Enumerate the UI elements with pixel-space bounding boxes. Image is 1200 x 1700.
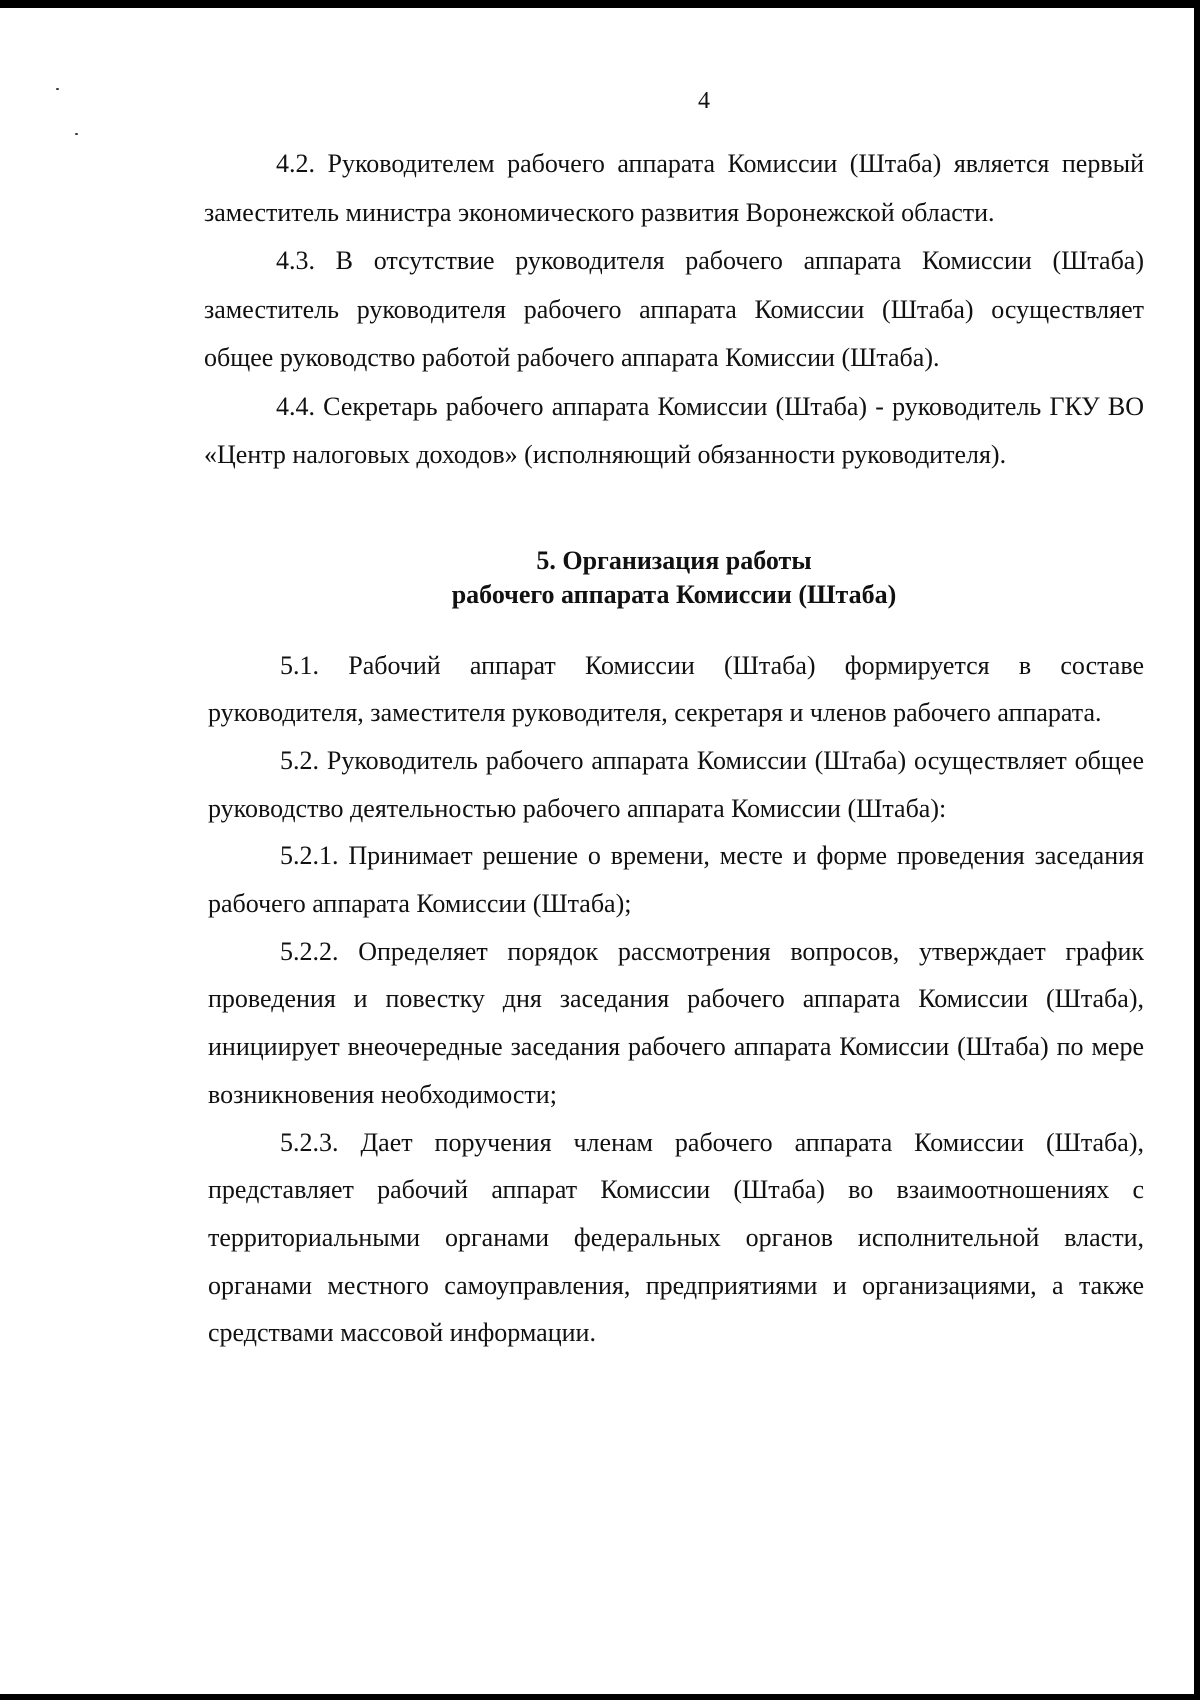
section-5-heading-line2: рабочего аппарата Комиссии (Штаба) [451,579,897,609]
paragraph-4-3: 4.3. В отсутствие руководителя рабочего аппарата Комиссии (Штаба) заместитель руководителя рабочего аппарата Комиссии (Штаба) осуществляет общее руководство работой рабочего аппарата Комиссии (Штаба). [204,246,1144,372]
paragraph-4-4: 4.4. Секретарь рабочего аппарата Комиссии (Штаба) - руководитель ГКУ ВО «Центр налоговых доходов» (исполняющий обязанности руководителя). [204,391,1144,469]
section-5-heading-line1: 5. Организация работы [536,545,812,575]
paragraph-5-2-2: 5.2.2. Определяет порядок рассмотрения вопросов, утверждает график проведения и повестку дня заседания рабочего аппарата Комиссии (Штаба), инициирует внеочередные заседания рабочего аппарата Комиссии (Штаба) по мере возникновения необходимости; [208,936,1144,1109]
paragraph-5-2-1: 5.2.1. Принимает решение о времени, месте и форме проведения заседания рабочего аппарата Комиссии (Штаба); [208,841,1144,919]
paragraph-5-2: 5.2. Руководитель рабочего аппарата Комиссии (Штаба) осуществляет общее руководство деятельностью рабочего аппарата Комиссии (Штаба): [208,745,1144,823]
paragraph-5-1: 5.1. Рабочий аппарат Комиссии (Штаба) формируется в составе руководителя, заместителя руководителя, секретаря и членов рабочего аппарата. [208,650,1144,728]
paragraph-5-2-3: 5.2.3. Дает поручения членам рабочего аппарата Комиссии (Штаба), представляет рабочий аппарат Комиссии (Штаба) во взаимоотношениях с территориальными органами федеральных органов исполнительной власти, органами местного самоуправления, предприятиями и организациями, а также средствами массовой информации. [208,1127,1144,1348]
section-5-heading [204,544,1144,612]
section-5 [208,642,1144,1358]
page-number: 4 [698,88,710,114]
section-4 [204,140,1144,480]
document-page [204,86,1144,1357]
scan-speck [75,133,78,135]
scan-speck [56,88,59,90]
paragraph-4-2: 4.2. Руководителем рабочего аппарата Комиссии (Штаба) является первый заместитель министра экономического развития Воронежской области. [204,149,1144,227]
